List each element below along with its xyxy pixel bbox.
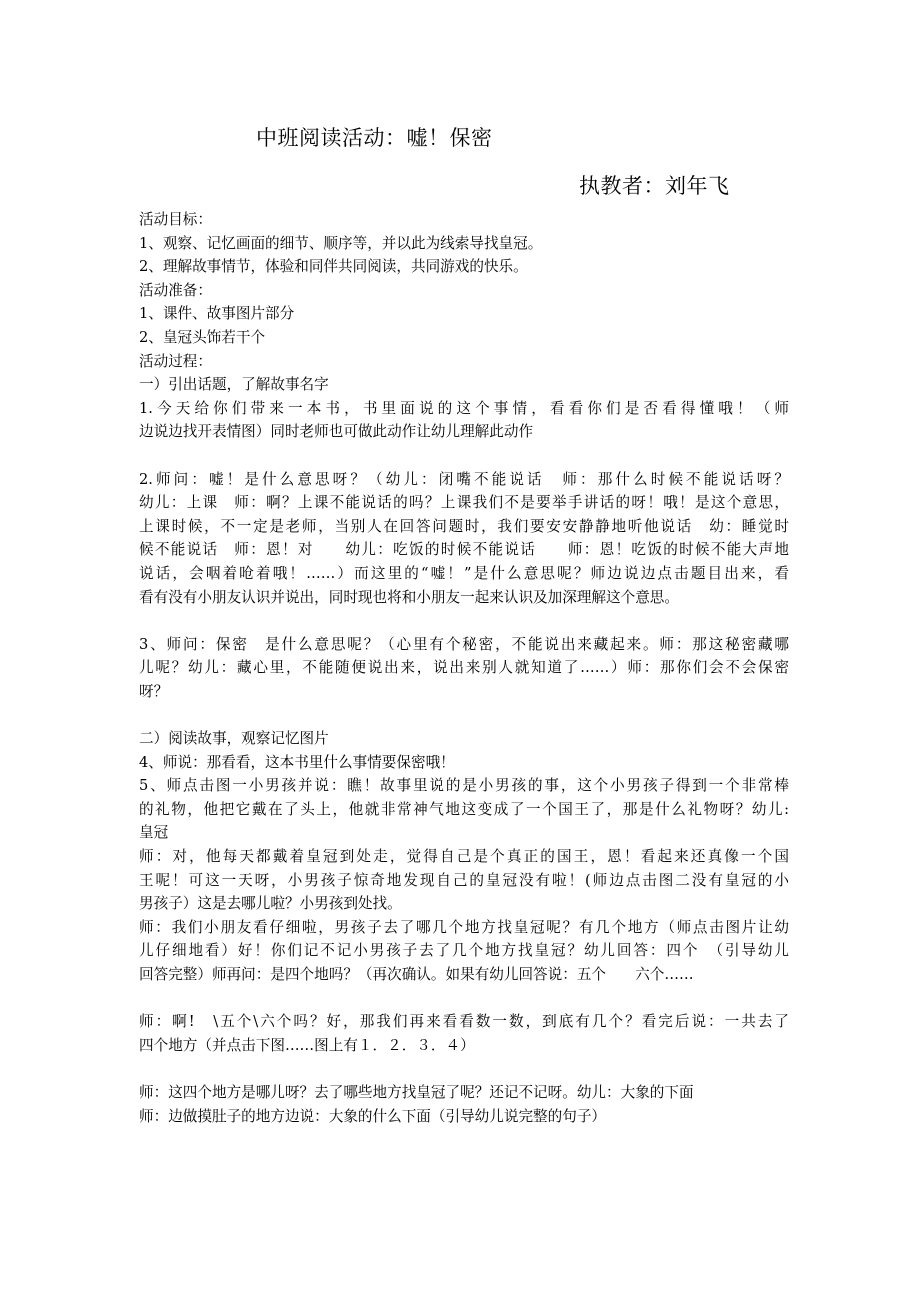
text-line: 呀？: [139, 682, 169, 700]
paragraph-gap: [139, 703, 789, 727]
text-line: 看有没有小朋友认识并说出，同时现也将和小朋友一起来认识及加深理解这个意思。: [139, 588, 679, 606]
text-line: 一）引出话题，了解故事名字: [139, 376, 329, 394]
text-line: 3、师问：保密 是什么意思呢？（心里有个秘密，不能说出来藏起来。师：那这秘密藏哪: [139, 635, 789, 653]
text-line: 1、观察、记忆画面的细节、顺序等，并以此为线索导找皇冠。: [139, 234, 543, 252]
text-line: 候不能说话 师：恩！对 幼儿：吃饭的时候不能说话 师：恩！吃饭的时候不能大声地: [139, 541, 789, 559]
paragraph-gap: [139, 1057, 789, 1081]
paragraph-gap: [139, 987, 789, 1011]
text-line: 说话，会咽着呛着哦！……）而这里的“嘘！”是什么意思呢？师边说边点击题目出来，看: [139, 564, 789, 582]
text-line: 回答完整）师再问：是四个地吗？（再次确认。如果有幼儿回答说：五个 六个……: [139, 966, 694, 983]
paragraph-gap: [139, 609, 789, 633]
text-line: 5、师点击图一小男孩并说：瞧！故事里说的是小男孩的事，这个小男孩子得到一个非常棒: [139, 777, 789, 795]
document-author: 执教者：刘年飞: [579, 174, 730, 198]
text-line: 儿仔细地看）好！你们记不记小男孩子去了几个地方找皇冠？幼儿回答：四个 （引导幼儿: [139, 942, 789, 960]
text-line: 1、课件、故事图片部分: [139, 305, 295, 323]
text-line: 师：我们小朋友看仔细啦，男孩子去了哪几个地方找皇冠呢？有几个地方（师点击图片让幼: [139, 918, 789, 936]
text-line: 师：边做摸肚子的地方边说：大象的什么下面（引导幼儿说完整的句子）: [139, 1107, 607, 1125]
text-line: 幼儿：上课 师：啊？上课不能说话的吗？上课我们不是要举手讲话的呀！哦！是这个意思，: [139, 494, 789, 512]
document-body: [139, 208, 789, 1128]
text-line: 1.今天给你们带来一本书，书里面说的这个事情，看看你们是否看得懂哦！（师: [139, 399, 789, 417]
document-title: 中班阅读活动：嘘！保密: [256, 126, 493, 150]
text-line: 男孩子）这是去哪儿啦？小男孩到处找。: [139, 895, 402, 913]
text-line: 2、皇冠头饰若干个: [139, 328, 266, 346]
paragraph-gap: [139, 444, 789, 468]
text-line: 的礼物，他把它戴在了头上，他就非常神气地这变成了一个国王了，那是什么礼物呀？幼儿:: [139, 800, 789, 818]
text-line: 2.师问：嘘！是什么意思呀？（幼儿：闭嘴不能说话 师：那什么时候不能说话呀？: [139, 470, 789, 488]
text-line: 上课时候，不一定是老师，当别人在回答问题时，我们要安安静静地听他说话 幼：睡觉时: [139, 517, 789, 535]
text-line: 活动目标：: [139, 211, 212, 228]
text-line: 师：啊! \五个\六个吗？好，那我们再来看看数一数，到底有几个？看完后说：一共去了: [139, 1013, 789, 1031]
text-line: 师：这四个地方是哪儿呀？去了哪些地方找皇冠了呢？还记不记呀。幼儿：大象的下面: [139, 1083, 694, 1101]
text-line: 儿呢？幼儿：藏心里，不能随便说出来，说出来别人就知道了……）师：那你们会不会保密: [139, 659, 789, 677]
text-line: 4、师说：那看看，这本书里什么事情要保密哦！: [139, 753, 455, 771]
text-line: 活动准备：: [139, 281, 212, 299]
text-line: 师：对，他每天都戴着皇冠到处走，觉得自己是个真正的国王，恩！看起来还真像一个国: [139, 848, 789, 866]
text-line: 王呢！可这一天呀，小男孩子惊奇地发现自己的皇冠没有啦！(师边点击图二没有皇冠的小: [139, 871, 789, 889]
text-line: 活动过程：: [139, 352, 212, 370]
text-line: 边说边找开表情图）同时老师也可做此动作让幼儿理解此动作: [139, 423, 534, 441]
text-line: 2、理解故事情节，体验和同伴共同阅读，共同游戏的快乐。: [139, 258, 528, 276]
text-line: 二）阅读故事，观察记忆图片: [139, 730, 329, 748]
text-line: 四个地方（并点击下图……图上有１．２．３．４）: [139, 1036, 475, 1054]
text-line: 皇冠: [139, 824, 169, 842]
